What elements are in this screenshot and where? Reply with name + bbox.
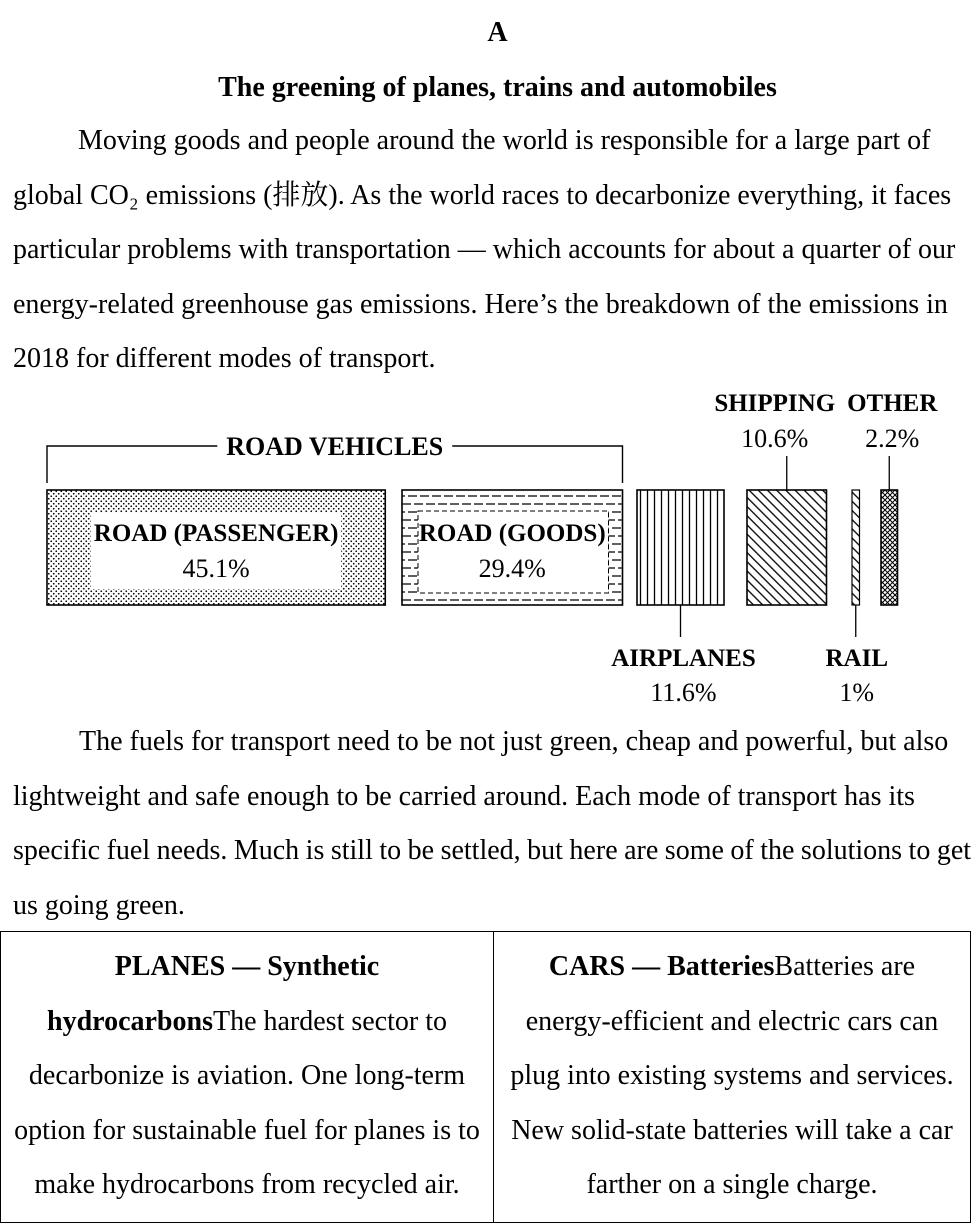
transport-emissions-chart — [0, 380, 977, 710]
cars-line-5: farther on a single charge. — [586, 1169, 878, 1200]
intro-line-5: 2018 for different modes of transport. — [13, 343, 436, 374]
intro-line-2: global CO₂ emissions (排放). As the world races to decarbonize everything, it faces — [13, 179, 952, 211]
group-label-road-vehicles: ROAD VEHICLES — [226, 432, 444, 461]
intro-line-4: energy-related greenhouse gas emissions. Here’s the breakdown of the emissions in — [13, 288, 948, 320]
cars-line-3: plug into existing systems and services. — [510, 1060, 954, 1091]
fuels-line-4: us going green. — [13, 889, 185, 921]
section-letter: A — [487, 17, 508, 48]
table-cell-planes — [1, 932, 494, 1222]
value-label-airplanes: 11.6% — [650, 678, 717, 707]
value-label-shipping: 10.6% — [741, 424, 809, 453]
category-label-airplanes: AIRPLANES — [611, 645, 756, 672]
value-label-other: 2.2% — [865, 424, 920, 453]
table-cell-cars — [494, 932, 970, 1222]
planes-heading-part-2: hydrocarbons — [47, 1005, 213, 1037]
category-label-road-passenger: ROAD (PASSENGER) — [93, 520, 339, 547]
value-label-road-passenger: 45.1% — [182, 554, 250, 583]
cars-body-part-1: Batteries are — [774, 951, 916, 982]
value-label-rail: 1% — [839, 678, 875, 707]
value-label-road-goods: 29.4% — [478, 554, 546, 583]
cars-heading: CARS — Batteries — [548, 951, 775, 982]
fuel-solutions-table — [0, 931, 971, 1223]
bar-airplanes — [637, 490, 724, 605]
intro-line-3: particular problems with transportation — which accounts for about a quarter of our — [13, 234, 956, 265]
bar-other — [881, 490, 898, 605]
planes-line-3: decarbonize is aviation. One long-term — [28, 1060, 466, 1091]
cars-line-2: energy-efficient and electric cars can — [525, 1005, 939, 1037]
passage-header — [18, 6, 977, 115]
planes-body-part-1: The hardest sector to — [212, 1005, 447, 1037]
intro-line-1: Moving goods and people around the world is responsible for a large part of — [78, 125, 931, 156]
category-label-road-goods: ROAD (GOODS) — [418, 520, 606, 547]
road-vehicles-bracket-left — [47, 446, 217, 483]
road-vehicles-bracket-right — [452, 446, 622, 483]
fuels-line-2: lightweight and safe enough to be carried around. Each mode of transport has its — [13, 780, 915, 812]
fuels-paragraph — [13, 715, 975, 933]
cars-line-4: New solid-state batteries will take a car — [511, 1114, 953, 1146]
passage-title: The greening of planes, trains and automobiles — [218, 71, 777, 103]
fuels-line-3: specific fuel needs. Much is still to be settled, but here are some of the solutions to get — [13, 835, 972, 866]
cars-line-1 — [494, 940, 970, 995]
planes-line-4: option for sustainable fuel for planes is to — [14, 1114, 480, 1146]
bar-shipping — [747, 490, 827, 605]
fuels-line-1: The fuels for transport need to be not just green, cheap and powerful, but also — [79, 726, 949, 757]
planes-heading-part-1: PLANES — Synthetic — [114, 951, 380, 982]
category-label-other: OTHER — [847, 390, 938, 417]
bar-rail — [852, 490, 860, 605]
planes-line-5: make hydrocarbons from recycled air. — [34, 1169, 460, 1200]
planes-line-1 — [1, 940, 493, 995]
category-label-shipping: SHIPPING — [714, 390, 836, 417]
category-label-rail: RAIL — [825, 645, 889, 672]
planes-line-2 — [1, 995, 493, 1050]
intro-paragraph — [13, 114, 975, 387]
